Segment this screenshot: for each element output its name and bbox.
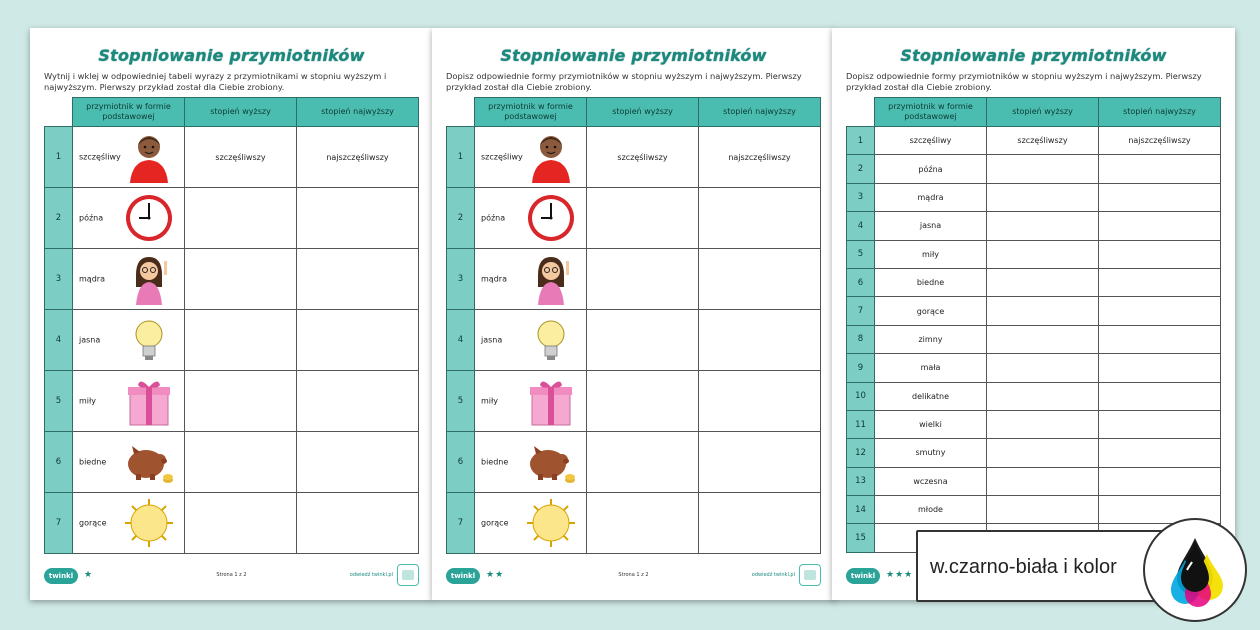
row-number: 9 bbox=[847, 354, 875, 382]
comparative-cell[interactable] bbox=[987, 496, 1099, 524]
header-superlative: stopień najwyższy bbox=[699, 98, 821, 127]
base-word: biedne bbox=[481, 457, 509, 467]
superlative-cell[interactable] bbox=[699, 493, 821, 554]
gift-icon bbox=[124, 375, 174, 427]
header-corner bbox=[847, 98, 875, 127]
row-number: 3 bbox=[847, 183, 875, 211]
base-cell bbox=[73, 188, 185, 249]
comparative-cell[interactable] bbox=[587, 249, 699, 310]
table-row bbox=[447, 310, 821, 371]
base-cell bbox=[73, 432, 185, 493]
base-word: gorące bbox=[79, 518, 107, 528]
worksheet-footer bbox=[446, 564, 821, 588]
base-cell bbox=[475, 432, 587, 493]
superlative-cell[interactable] bbox=[1099, 354, 1221, 382]
row-number: 7 bbox=[447, 493, 475, 554]
base-word: smutny bbox=[875, 439, 987, 467]
comparative-cell[interactable] bbox=[185, 249, 297, 310]
sun-icon bbox=[526, 497, 576, 549]
row-number: 7 bbox=[45, 493, 73, 554]
superlative-cell[interactable]: najszczęśliwszy bbox=[297, 127, 419, 188]
table-row bbox=[447, 371, 821, 432]
table-row bbox=[447, 493, 821, 554]
table-header-row bbox=[847, 98, 1221, 127]
comparative-cell[interactable] bbox=[987, 240, 1099, 268]
row-number: 11 bbox=[847, 410, 875, 438]
comparative-cell[interactable] bbox=[987, 183, 1099, 211]
quality-badge-icon bbox=[799, 564, 821, 586]
comparative-cell[interactable] bbox=[987, 325, 1099, 353]
difficulty-stars: ★★★ bbox=[886, 570, 914, 580]
adjective-table bbox=[846, 97, 1221, 553]
row-number: 4 bbox=[45, 310, 73, 371]
table-row bbox=[447, 249, 821, 310]
print-version-label bbox=[916, 530, 1166, 602]
header-comparative: stopień wyższy bbox=[185, 98, 297, 127]
base-cell bbox=[475, 310, 587, 371]
table-row bbox=[847, 354, 1221, 382]
print-version-text: w.czarno-biała i kolor bbox=[930, 556, 1117, 578]
header-corner bbox=[447, 98, 475, 127]
comparative-cell[interactable] bbox=[185, 493, 297, 554]
superlative-cell[interactable] bbox=[1099, 325, 1221, 353]
twinkl-logo: twinkl bbox=[446, 568, 480, 584]
table-header-row bbox=[45, 98, 419, 127]
table-row bbox=[847, 127, 1221, 155]
base-word: jasna bbox=[481, 335, 503, 345]
comparative-cell[interactable]: szczęśliwszy bbox=[185, 127, 297, 188]
row-number: 7 bbox=[847, 297, 875, 325]
base-cell bbox=[475, 127, 587, 188]
header-superlative: stopień najwyższy bbox=[1099, 98, 1221, 127]
worksheet-title: Stopniowanie przymiotników bbox=[98, 46, 365, 65]
worksheet-footer bbox=[44, 564, 419, 588]
superlative-cell[interactable] bbox=[297, 371, 419, 432]
base-word: gorące bbox=[481, 518, 509, 528]
superlative-cell[interactable] bbox=[1099, 297, 1221, 325]
lightbulb-icon bbox=[526, 314, 576, 366]
table-row bbox=[847, 467, 1221, 495]
table-row bbox=[45, 188, 419, 249]
superlative-cell[interactable] bbox=[297, 249, 419, 310]
site-link[interactable]: odwiedź twinkl.pl bbox=[349, 572, 393, 578]
table-row bbox=[45, 371, 419, 432]
page-number: Strona 1 z 2 bbox=[216, 572, 247, 578]
header-corner bbox=[45, 98, 73, 127]
row-number: 6 bbox=[447, 432, 475, 493]
quality-badge-icon bbox=[397, 564, 419, 586]
clock-icon bbox=[124, 192, 174, 244]
superlative-cell[interactable] bbox=[1099, 382, 1221, 410]
row-number: 10 bbox=[847, 382, 875, 410]
base-word: późna bbox=[481, 213, 506, 223]
base-word: szczęśliwy bbox=[481, 152, 523, 162]
row-number: 4 bbox=[447, 310, 475, 371]
base-word: miły bbox=[79, 396, 97, 406]
row-number: 6 bbox=[45, 432, 73, 493]
comparative-cell[interactable] bbox=[185, 432, 297, 493]
header-comparative: stopień wyższy bbox=[587, 98, 699, 127]
row-number: 3 bbox=[45, 249, 73, 310]
superlative-cell[interactable] bbox=[297, 493, 419, 554]
adjective-table bbox=[446, 97, 821, 554]
comparative-cell[interactable] bbox=[587, 493, 699, 554]
base-word: miły bbox=[481, 396, 499, 406]
base-word: jasna bbox=[875, 212, 987, 240]
girl-icon bbox=[526, 253, 576, 305]
ink-drops-icon bbox=[1143, 518, 1247, 622]
superlative-cell[interactable]: najszczęśliwszy bbox=[1099, 127, 1221, 155]
base-cell bbox=[475, 188, 587, 249]
piggy-bank-icon bbox=[526, 436, 576, 488]
girl-icon bbox=[124, 253, 174, 305]
base-cell bbox=[475, 371, 587, 432]
worksheet-page-2 bbox=[432, 28, 835, 600]
table-row bbox=[847, 325, 1221, 353]
base-cell bbox=[73, 249, 185, 310]
comparative-cell[interactable] bbox=[987, 382, 1099, 410]
table-row bbox=[45, 493, 419, 554]
comparative-cell[interactable] bbox=[987, 439, 1099, 467]
worksheet-instruction: Wytnij i wklej w odpowiedniej tabeli wyrazy z przymiotnikami w stopniu wyższym i najwyższym. Pierwszy przykład został dla Ciebie zrobiony. bbox=[44, 71, 387, 92]
comparative-cell[interactable] bbox=[987, 297, 1099, 325]
superlative-cell[interactable] bbox=[1099, 439, 1221, 467]
lightbulb-icon bbox=[124, 314, 174, 366]
site-link[interactable]: odwiedź twinkl.pl bbox=[751, 572, 795, 578]
base-word: szczęśliwy bbox=[875, 127, 987, 155]
row-number: 14 bbox=[847, 496, 875, 524]
row-number: 3 bbox=[447, 249, 475, 310]
table-row bbox=[45, 249, 419, 310]
table-row bbox=[45, 432, 419, 493]
base-word: gorące bbox=[875, 297, 987, 325]
comparative-cell[interactable] bbox=[587, 310, 699, 371]
row-number: 8 bbox=[847, 325, 875, 353]
base-word: mądra bbox=[481, 274, 507, 284]
boy-icon bbox=[124, 131, 174, 183]
base-word: wielki bbox=[875, 410, 987, 438]
worksheet-instruction: Dopisz odpowiednie formy przymiotników w stopniu wyższym i najwyższym. Pierwszy przykład został dla Ciebie zrobiony. bbox=[846, 71, 1202, 92]
header-base: przymiotnik w formie podstawowej bbox=[475, 98, 587, 127]
row-number: 1 bbox=[447, 127, 475, 188]
superlative-cell[interactable] bbox=[297, 188, 419, 249]
superlative-cell[interactable] bbox=[1099, 212, 1221, 240]
header-base: przymiotnik w formie podstawowej bbox=[875, 98, 987, 127]
comparative-cell[interactable] bbox=[987, 212, 1099, 240]
superlative-cell[interactable] bbox=[297, 310, 419, 371]
table-row bbox=[847, 297, 1221, 325]
superlative-cell[interactable] bbox=[699, 249, 821, 310]
comparative-cell[interactable] bbox=[987, 410, 1099, 438]
superlative-cell[interactable] bbox=[1099, 183, 1221, 211]
base-word: miły bbox=[875, 240, 987, 268]
table-row bbox=[847, 382, 1221, 410]
base-word: jasna bbox=[79, 335, 101, 345]
row-number: 15 bbox=[847, 524, 875, 552]
comparative-cell[interactable] bbox=[987, 354, 1099, 382]
comparative-cell[interactable] bbox=[587, 188, 699, 249]
header-comparative: stopień wyższy bbox=[987, 98, 1099, 127]
header-superlative: stopień najwyższy bbox=[297, 98, 419, 127]
base-word: późna bbox=[79, 213, 104, 223]
comparative-cell[interactable] bbox=[185, 371, 297, 432]
row-number: 5 bbox=[45, 371, 73, 432]
gift-icon bbox=[526, 375, 576, 427]
superlative-cell[interactable] bbox=[1099, 410, 1221, 438]
row-number: 2 bbox=[847, 155, 875, 183]
superlative-cell[interactable] bbox=[699, 371, 821, 432]
base-cell bbox=[73, 371, 185, 432]
comparative-cell[interactable] bbox=[185, 310, 297, 371]
row-number: 13 bbox=[847, 467, 875, 495]
row-number: 4 bbox=[847, 212, 875, 240]
worksheet-page-1 bbox=[30, 28, 433, 600]
table-row bbox=[847, 410, 1221, 438]
base-word: młode bbox=[875, 496, 987, 524]
table-row bbox=[847, 155, 1221, 183]
base-word: biedne bbox=[79, 457, 107, 467]
base-word: wczesna bbox=[875, 467, 987, 495]
base-word: szczęśliwy bbox=[79, 152, 121, 162]
comparative-cell[interactable] bbox=[987, 467, 1099, 495]
worksheet-title: Stopniowanie przymiotników bbox=[900, 46, 1167, 65]
table-row bbox=[447, 188, 821, 249]
comparative-cell[interactable] bbox=[987, 268, 1099, 296]
base-word: zimny bbox=[875, 325, 987, 353]
superlative-cell[interactable] bbox=[1099, 467, 1221, 495]
piggy-bank-icon bbox=[124, 436, 174, 488]
superlative-cell[interactable] bbox=[297, 432, 419, 493]
base-cell bbox=[475, 249, 587, 310]
page-number: Strona 1 z 2 bbox=[618, 572, 649, 578]
comparative-cell[interactable] bbox=[185, 188, 297, 249]
table-row bbox=[447, 432, 821, 493]
difficulty-stars: ★ bbox=[84, 570, 94, 580]
table-row bbox=[45, 310, 419, 371]
clock-icon bbox=[526, 192, 576, 244]
superlative-cell[interactable] bbox=[1099, 268, 1221, 296]
row-number: 1 bbox=[847, 127, 875, 155]
base-cell bbox=[73, 127, 185, 188]
row-number: 2 bbox=[45, 188, 73, 249]
worksheet-instruction: Dopisz odpowiednie formy przymiotników w stopniu wyższym i najwyższym. Pierwszy przykład został dla Ciebie zrobiony. bbox=[446, 71, 802, 92]
worksheet-page-3 bbox=[832, 28, 1235, 600]
comparative-cell[interactable]: szczęśliwszy bbox=[587, 127, 699, 188]
header-base: przymiotnik w formie podstawowej bbox=[73, 98, 185, 127]
row-number: 2 bbox=[447, 188, 475, 249]
twinkl-logo: twinkl bbox=[846, 568, 880, 584]
superlative-cell[interactable] bbox=[699, 188, 821, 249]
table-row bbox=[847, 183, 1221, 211]
twinkl-logo: twinkl bbox=[44, 568, 78, 584]
superlative-cell[interactable] bbox=[699, 310, 821, 371]
table-row bbox=[847, 240, 1221, 268]
superlative-cell[interactable] bbox=[1099, 155, 1221, 183]
table-row bbox=[45, 127, 419, 188]
base-word: delikatne bbox=[875, 382, 987, 410]
base-word: mądra bbox=[79, 274, 105, 284]
table-row bbox=[847, 212, 1221, 240]
row-number: 12 bbox=[847, 439, 875, 467]
worksheet-title: Stopniowanie przymiotników bbox=[500, 46, 767, 65]
base-word: mała bbox=[875, 354, 987, 382]
base-word: późna bbox=[875, 155, 987, 183]
superlative-cell[interactable] bbox=[699, 432, 821, 493]
base-word: mądra bbox=[875, 183, 987, 211]
superlative-cell[interactable] bbox=[1099, 240, 1221, 268]
table-row bbox=[847, 268, 1221, 296]
base-word: biedne bbox=[875, 268, 987, 296]
sun-icon bbox=[124, 497, 174, 549]
table-header-row bbox=[447, 98, 821, 127]
comparative-cell[interactable] bbox=[587, 432, 699, 493]
row-number: 1 bbox=[45, 127, 73, 188]
table-row bbox=[447, 127, 821, 188]
comparative-cell[interactable] bbox=[587, 371, 699, 432]
table-row bbox=[847, 439, 1221, 467]
comparative-cell[interactable] bbox=[987, 155, 1099, 183]
difficulty-stars: ★★ bbox=[486, 570, 505, 580]
boy-icon bbox=[526, 131, 576, 183]
base-cell bbox=[73, 310, 185, 371]
superlative-cell[interactable]: najszczęśliwszy bbox=[699, 127, 821, 188]
base-cell bbox=[73, 493, 185, 554]
adjective-table bbox=[44, 97, 419, 554]
row-number: 5 bbox=[447, 371, 475, 432]
row-number: 5 bbox=[847, 240, 875, 268]
base-cell bbox=[475, 493, 587, 554]
comparative-cell[interactable]: szczęśliwszy bbox=[987, 127, 1099, 155]
row-number: 6 bbox=[847, 268, 875, 296]
